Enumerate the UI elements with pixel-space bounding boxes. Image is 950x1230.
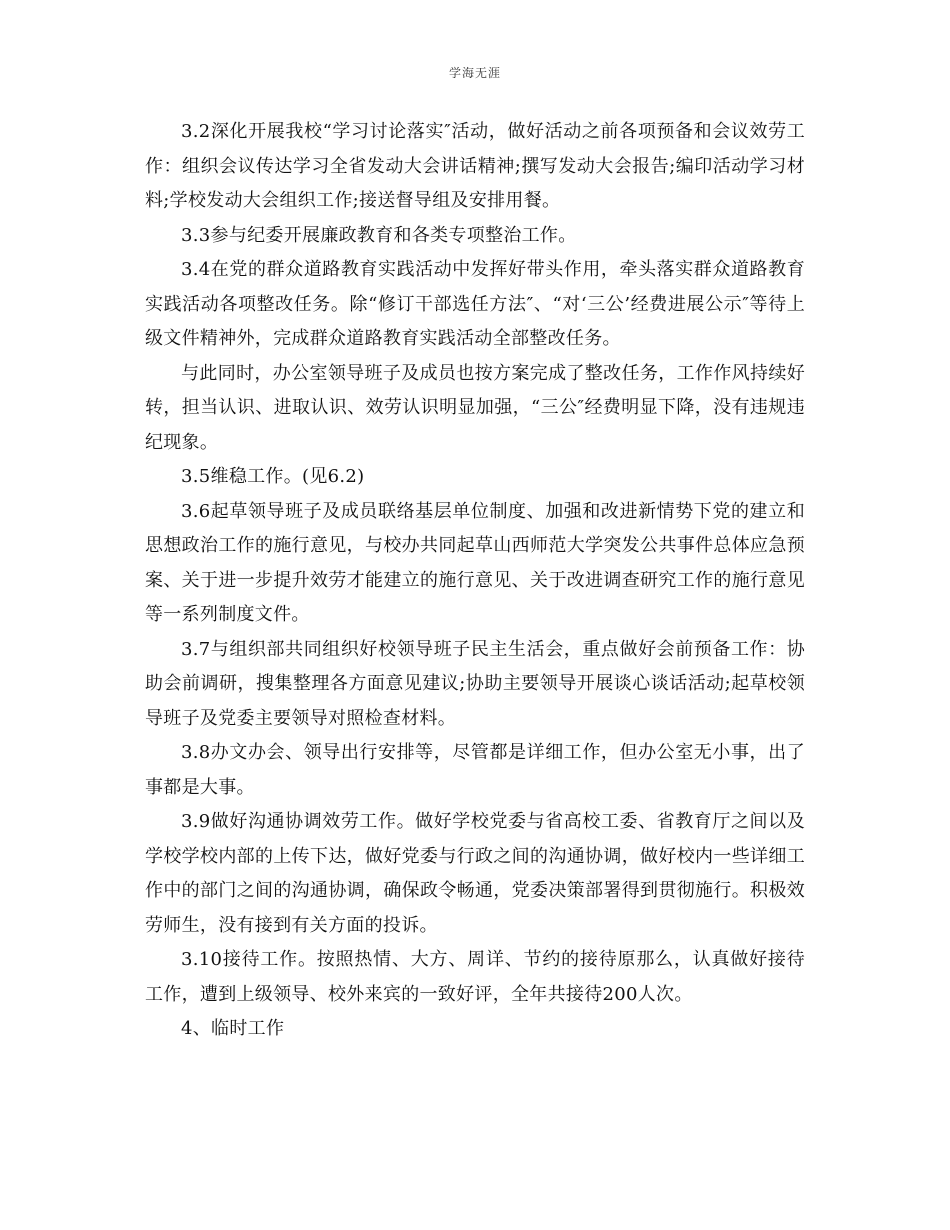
paragraph-3-4: 3.4在党的群众道路教育实践活动中发挥好带头作用，牵头落实群众道路教育实践活动各项整改任务。除“修订干部选任方法″、“对‘三公’经费进展公示″等待上级文件精神外，完成群众道路教育实践活动全部整改任务。 bbox=[145, 259, 805, 349]
document-body bbox=[145, 115, 805, 1047]
paragraph-3-8: 3.8办文办会、领导出行安排等，尽管都是详细工作，但办公室无小事，出了事都是大事。 bbox=[145, 742, 805, 798]
paragraph-3-6: 3.6起草领导班子及成员联络基层单位制度、加强和改进新情势下党的建立和思想政治工作的施行意见，与校办共同起草山西师范大学突发公共事件总体应急预案、关于进一步提升效劳才能建立的施行意见、关于改进调查研究工作的施行意见等一系列制度文件。 bbox=[145, 500, 805, 625]
paragraph-3-5: 3.5维稳工作。(见6.2) bbox=[181, 466, 365, 487]
paragraph-3-9: 3.9做好沟通协调效劳工作。做好学校党委与省高校工委、省教育厅之间以及学校学校内部的上传下达，做好党委与行政之间的沟通协调，做好校内一些详细工作中的部门之间的沟通协调，确保政令畅通，党委决策部署得到贯彻施行。积极效劳师生，没有接到有关方面的投诉。 bbox=[145, 811, 805, 936]
paragraph-3-2: 3.2深化开展我校“学习讨论落实″活动，做好活动之前各项预备和会议效劳工作：组织会议传达学习全省发动大会讲话精神;撰写发动大会报告;编印活动学习材料;学校发动大会组织工作;接送督导组及安排用餐。 bbox=[145, 121, 805, 211]
paragraph-3-7: 3.7与组织部共同组织好校领导班子民主生活会，重点做好会前预备工作：协助会前调研，搜集整理各方面意见建议;协助主要领导开展谈心谈话活动;起草校领导班子及党委主要领导对照检查材料。 bbox=[145, 638, 805, 729]
page-header: 学海无涯 bbox=[448, 66, 501, 80]
section-heading-4: 4、临时工作 bbox=[181, 1018, 285, 1039]
paragraph-3-10: 3.10接待工作。按照热情、大方、周详、节约的接待原那么，认真做好接待工作，遭到上级领导、校外来宾的一致好评，全年共接待200人次。 bbox=[145, 949, 805, 1005]
paragraph-rectification: 与此同时，办公室领导班子及成员也按方案完成了整改任务，工作作风持续好转，担当认识、进取认识、效劳认识明显加强，“三公″经费明显下降，没有违规违纪现象。 bbox=[145, 362, 805, 453]
paragraph-3-3: 3.3参与纪委开展廉政教育和各类专项整治工作。 bbox=[181, 224, 577, 246]
